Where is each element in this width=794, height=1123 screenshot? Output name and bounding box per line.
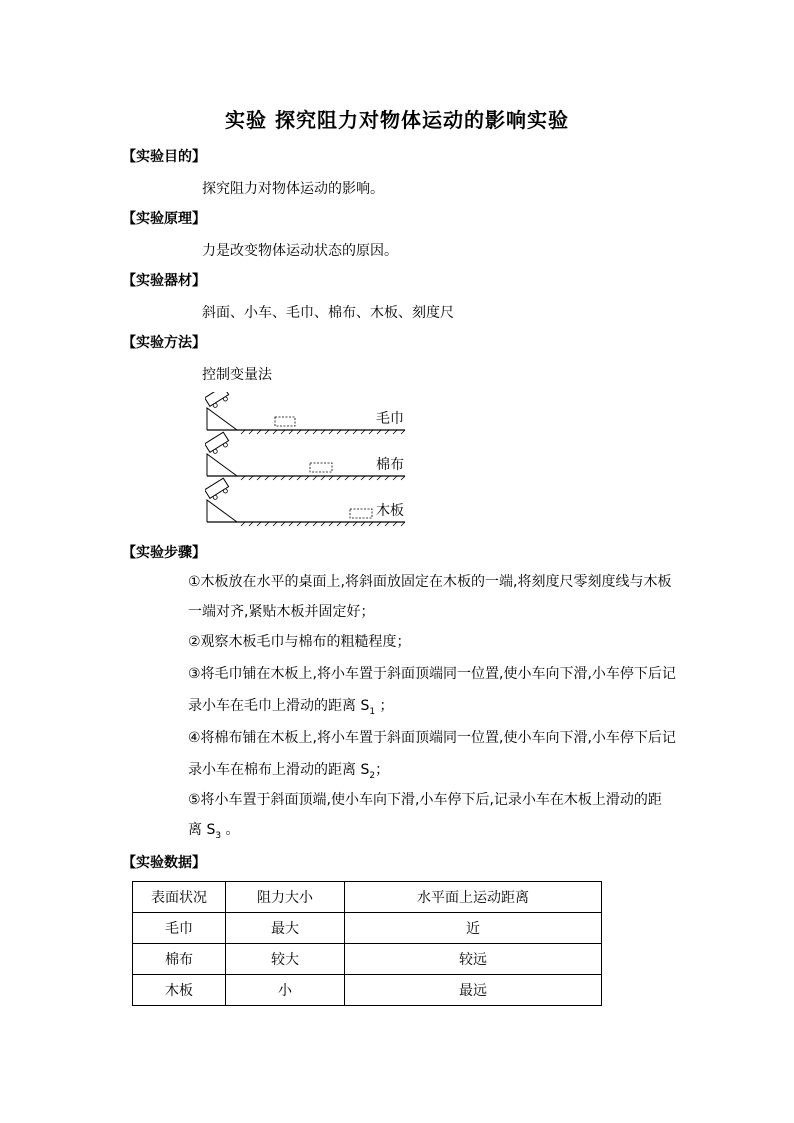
ramp-row-wood bbox=[205, 478, 405, 526]
ramp-diagram bbox=[205, 392, 415, 528]
table-row bbox=[133, 913, 602, 944]
step-4-line-1: ④将棉布铺在木板上,将小车置于斜面顶端同一位置,使小车向下滑,小车停下后记 bbox=[188, 730, 676, 746]
table-cell: 近 bbox=[345, 913, 602, 944]
equipment-text: 斜面、小车、毛巾、棉布、木板、刻度尺 bbox=[202, 305, 454, 321]
table-cell: 最大 bbox=[226, 913, 345, 944]
diagram-label-towel: 毛巾 bbox=[376, 411, 404, 427]
table-cell: 最远 bbox=[345, 975, 602, 1006]
step-1-line-1: ①木板放在水平的桌面上,将斜面放固定在木板的一端,将刻度尺零刻度线与木板 bbox=[188, 574, 672, 590]
section-heading-method: 【实验方法】 bbox=[122, 335, 206, 351]
step-3-subscript: 1 bbox=[369, 706, 376, 717]
step-5-subscript: 3 bbox=[215, 830, 222, 841]
table-cell: 小 bbox=[226, 975, 345, 1006]
section-heading-equipment: 【实验器材】 bbox=[122, 273, 206, 289]
step-1-line-2: 一端对齐,紧贴木板并固定好； bbox=[188, 604, 375, 620]
section-heading-purpose: 【实验目的】 bbox=[122, 149, 206, 165]
step-2: ②观察木板毛巾与棉布的粗糙程度； bbox=[188, 634, 411, 650]
step-3-line-1: ③将毛巾铺在木板上,将小车置于斜面顶端同一位置,使小车向下滑,小车停下后记 bbox=[188, 666, 676, 682]
data-table bbox=[132, 881, 602, 1006]
diagram-label-cotton: 棉布 bbox=[376, 457, 404, 473]
table-cell: 毛巾 bbox=[133, 913, 226, 944]
diagram-label-wood: 木板 bbox=[376, 503, 404, 519]
principle-text: 力是改变物体运动状态的原因。 bbox=[202, 243, 398, 259]
step-3-text: 录小车在毛巾上滑动的距离 S bbox=[188, 698, 370, 714]
step-5-line-1: ⑤将小车置于斜面顶端,使小车向下滑,小车停下后,记录小车在木板上滑动的距 bbox=[188, 792, 662, 808]
table-row bbox=[133, 975, 602, 1006]
table-cell: 较远 bbox=[345, 944, 602, 975]
table-cell: 棉布 bbox=[133, 944, 226, 975]
method-text: 控制变量法 bbox=[202, 367, 272, 383]
step-3-end: ； bbox=[375, 698, 394, 714]
step-5-end: 。 bbox=[221, 822, 240, 838]
ramp-row-cotton bbox=[205, 432, 405, 480]
section-heading-data: 【实验数据】 bbox=[122, 855, 206, 871]
table-header-row bbox=[133, 882, 602, 913]
step-4-subscript: 2 bbox=[369, 770, 376, 781]
purpose-text: 探究阻力对物体运动的影响。 bbox=[202, 181, 384, 197]
table-header-surface: 表面状况 bbox=[133, 882, 226, 913]
step-5-text: 离 S bbox=[188, 822, 216, 838]
step-5-line-2 bbox=[188, 820, 678, 846]
table-cell: 木板 bbox=[133, 975, 226, 1006]
step-4-text: 录小车在棉布上滑动的距离 S bbox=[188, 762, 370, 778]
table-header-distance: 水平面上运动距离 bbox=[345, 882, 602, 913]
section-heading-principle: 【实验原理】 bbox=[122, 211, 206, 227]
section-heading-steps: 【实验步骤】 bbox=[122, 545, 206, 561]
ramp-row-towel bbox=[205, 392, 405, 434]
table-row bbox=[133, 944, 602, 975]
step-4-end: ； bbox=[375, 762, 390, 778]
step-3-line-2 bbox=[188, 696, 678, 722]
page-title: 实验 探究阻力对物体运动的影响实验 bbox=[225, 108, 569, 132]
step-4-line-2 bbox=[188, 760, 678, 786]
table-header-resistance: 阻力大小 bbox=[226, 882, 345, 913]
table-cell: 较大 bbox=[226, 944, 345, 975]
